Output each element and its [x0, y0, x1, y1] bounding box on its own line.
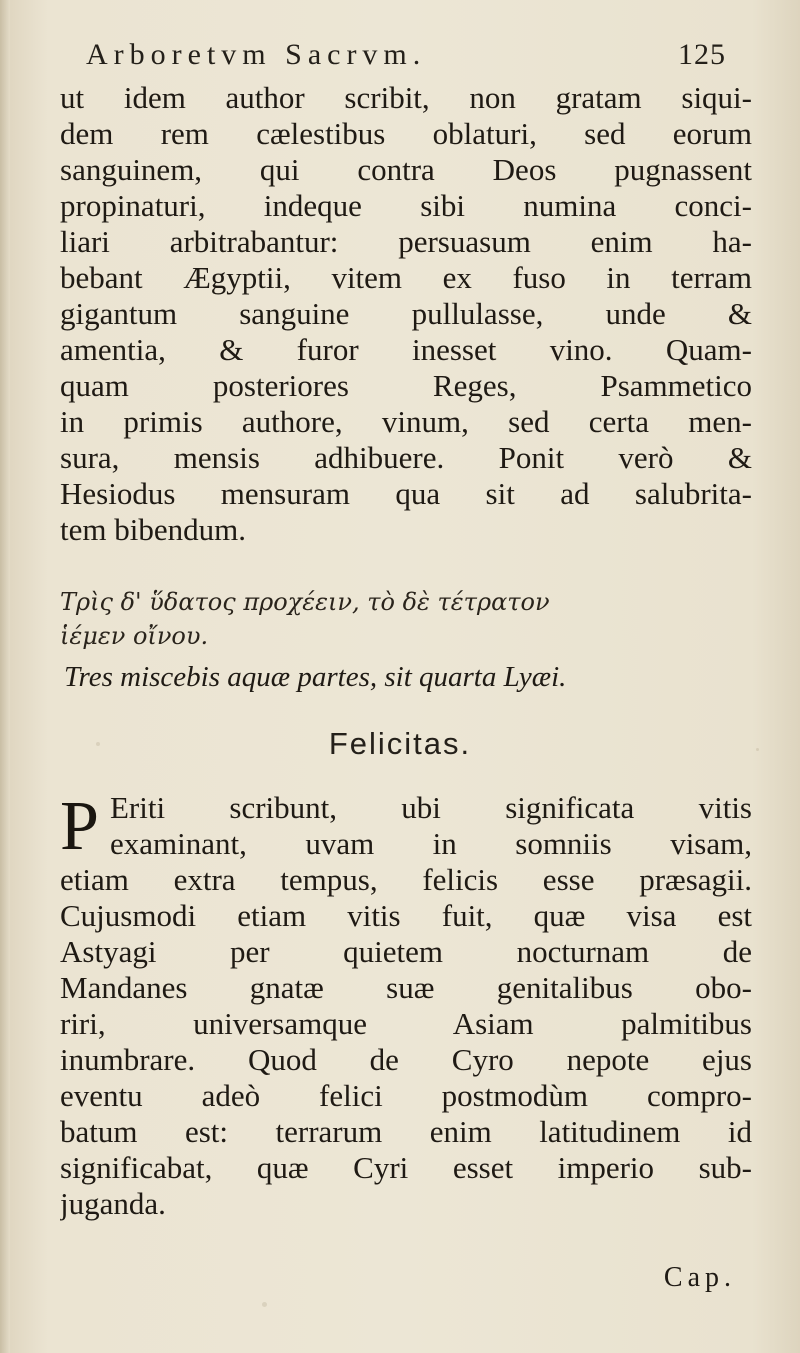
section-heading: Felicitas.: [328, 726, 472, 761]
latin-translation: Tres miscebis aquæ partes, sit quarta Lyæi.: [64, 661, 567, 693]
text-line: etiam extra tempus, felicis esse præsagii.: [60, 862, 752, 897]
text-line: inumbrare. Quod de Cyro nepote ejus: [60, 1042, 752, 1077]
catchword: Cap.: [663, 1262, 736, 1293]
text-line: juganda.: [60, 1186, 166, 1221]
text-line: propinaturi, indeque sibi numina conci-: [60, 188, 752, 223]
text-line: Hesiodus mensuram qua sit ad salubrita-: [60, 476, 752, 511]
text-line: Eriti scribunt, ubi significata vitis: [110, 790, 752, 825]
page-gutter: [0, 0, 10, 1353]
text-line: amentia, & furor inesset vino. Quam-: [60, 332, 752, 367]
main-paragraph: [60, 80, 752, 548]
drop-cap: P: [60, 788, 99, 865]
text-line: gigantum sanguine pullulasse, unde &: [60, 296, 752, 331]
text-line: quam posteriores Reges, Psammetico: [60, 368, 752, 403]
text-line: in primis authore, vinum, sed certa men-: [60, 404, 752, 439]
page-number: 125: [678, 38, 726, 71]
text-line: bebant Ægyptii, vitem ex fuso in terram: [60, 260, 752, 295]
paper-spot: [756, 748, 759, 751]
text-line: eventu adeò felici postmodùm compro-: [60, 1078, 752, 1113]
text-line: batum est: terrarum enim latitudinem id: [60, 1114, 752, 1149]
text-line: Mandanes gnatæ suæ genitalibus obo-: [60, 970, 752, 1005]
text-line: Cujusmodi etiam vitis fuit, quæ visa est: [60, 898, 752, 933]
paper-spot: [96, 742, 100, 746]
text-line: examinant, uvam in somniis visam,: [110, 826, 752, 861]
running-title: Arboretvm Sacrvm.: [86, 38, 427, 71]
text-line: ut idem author scribit, non gratam siqui-: [60, 80, 752, 115]
section-paragraph: [60, 790, 752, 1222]
text-line: dem rem cælestibus oblaturi, sed eorum: [60, 116, 752, 151]
running-header: [86, 28, 726, 78]
greek-quotation: [60, 585, 752, 653]
greek-line: ἱέμεν οἴνου.: [60, 622, 209, 650]
text-line: Astyagi per quietem nocturnam de: [60, 934, 752, 969]
text-line: sanguinem, qui contra Deos pugnassent: [60, 152, 752, 187]
greek-line: Τρὶς δ' ὕδατος προχέειν, τὸ δὲ τέτρατον: [60, 588, 550, 616]
text-line: tem bibendum.: [60, 512, 246, 547]
text-line: sura, mensis adhibuere. Ponit verò &: [60, 440, 752, 475]
text-line: significabat, quæ Cyri esset imperio sub-: [60, 1150, 752, 1185]
text-line: liari arbitrabantur: persuasum enim ha-: [60, 224, 752, 259]
paper-spot: [262, 1302, 267, 1307]
text-line: riri, universamque Asiam palmitibus: [60, 1006, 752, 1041]
